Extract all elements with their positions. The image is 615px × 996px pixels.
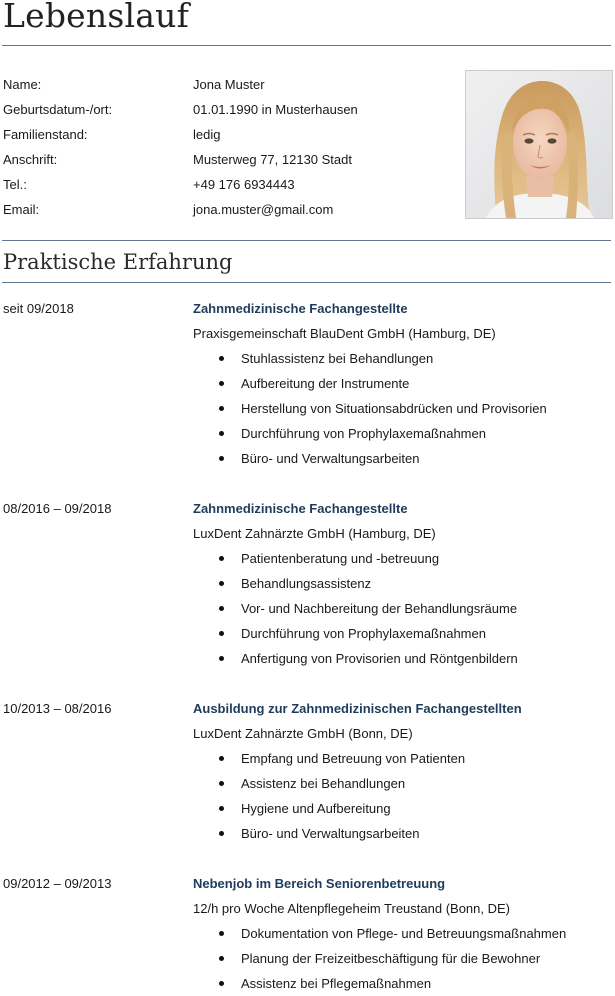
task-item: Behandlungsassistenz [3,571,608,596]
info-label: Geburtsdatum-/ort: [3,102,113,117]
bullet-icon [219,931,224,936]
bullet-icon [219,656,224,661]
bullet-icon [219,806,224,811]
info-label: Anschrift: [3,152,58,167]
task-item: Aufbereitung der Instrumente [3,371,608,396]
task-list [3,746,608,846]
task-item: Anfertigung von Provisorien und Röntgenbildern [3,646,608,671]
info-row-email [3,197,453,222]
entry-date: 09/2012 – 09/2013 [3,876,112,891]
task-item: Stuhlassistenz bei Behandlungen [3,346,608,371]
bullet-icon [219,556,224,561]
task-list [3,921,608,996]
task-item: Empfang und Betreuung von Patienten [3,746,608,771]
bullet-icon [219,381,224,386]
task-item: Büro- und Verwaltungsarbeiten [3,821,608,846]
entry-company: 12/h pro Woche Altenpflegeheim Treustand (Bonn, DE) [193,901,511,916]
entry-position: Zahnmedizinische Fachangestellte [193,301,408,316]
task-item: Durchführung von Prophylaxemaßnahmen [3,621,608,646]
task-item: Planung der Freizeitbeschäftigung für die Bewohner [3,946,608,971]
info-label: Name: [3,77,42,92]
info-value: Jona Muster [193,77,265,92]
entry-position: Zahnmedizinische Fachangestellte [193,501,408,516]
portrait-image [466,71,612,218]
entry-company: LuxDent Zahnärzte GmbH (Hamburg, DE) [193,526,436,541]
bullet-icon [219,356,224,361]
personal-info [3,72,453,222]
task-list [3,546,608,671]
section-title-experience: Praktische Erfahrung [3,250,233,274]
page-title: Lebenslauf [3,0,189,35]
bullet-icon [219,431,224,436]
experience-entry [3,696,608,846]
profile-photo [465,70,613,219]
info-row-phone [3,172,453,197]
experience-entry [3,296,608,471]
info-label: Email: [3,202,40,217]
bullet-icon [219,406,224,411]
info-value: Musterweg 77, 12130 Stadt [193,152,352,167]
entry-position: Nebenjob im Bereich Seniorenbetreuung [193,876,446,891]
task-item: Patientenberatung und -betreuung [3,546,608,571]
bullet-icon [219,456,224,461]
bullet-icon [219,956,224,961]
bullet-icon [219,981,224,986]
entry-company: Praxisgemeinschaft BlauDent GmbH (Hamburg, DE) [193,326,496,341]
bullet-icon [219,631,224,636]
info-value: ledig [193,127,221,142]
entry-company: LuxDent Zahnärzte GmbH (Bonn, DE) [193,726,413,741]
task-list [3,346,608,471]
divider [2,240,611,241]
bullet-icon [219,581,224,586]
task-item: Hygiene und Aufbereitung [3,796,608,821]
bullet-icon [219,606,224,611]
info-row-birth [3,97,453,122]
divider [2,45,611,46]
task-item: Büro- und Verwaltungsarbeiten [3,446,608,471]
info-value: 01.01.1990 in Musterhausen [193,102,358,117]
bullet-icon [219,781,224,786]
info-label: Tel.: [3,177,27,192]
bullet-icon [219,831,224,836]
experience-entry [3,871,608,996]
info-row-name [3,72,453,97]
divider [2,282,611,283]
info-value: jona.muster@gmail.com [193,202,334,217]
bullet-icon [219,756,224,761]
info-row-marital-status [3,122,453,147]
entry-date: 10/2013 – 08/2016 [3,701,112,716]
task-item: Assistenz bei Pflegemaßnahmen [3,971,608,996]
task-item: Dokumentation von Pflege- und Betreuungsmaßnahmen [3,921,608,946]
task-item: Herstellung von Situationsabdrücken und Provisorien [3,396,608,421]
task-item: Assistenz bei Behandlungen [3,771,608,796]
entry-date: 08/2016 – 09/2018 [3,501,112,516]
info-row-address [3,147,453,172]
task-item: Vor- und Nachbereitung der Behandlungsräume [3,596,608,621]
task-item: Durchführung von Prophylaxemaßnahmen [3,421,608,446]
info-label: Familienstand: [3,127,88,142]
entry-position: Ausbildung zur Zahnmedizinischen Fachangestellten [193,701,522,716]
entry-date: seit 09/2018 [3,301,74,316]
info-value: +49 176 6934443 [193,177,295,192]
experience-entry [3,496,608,671]
